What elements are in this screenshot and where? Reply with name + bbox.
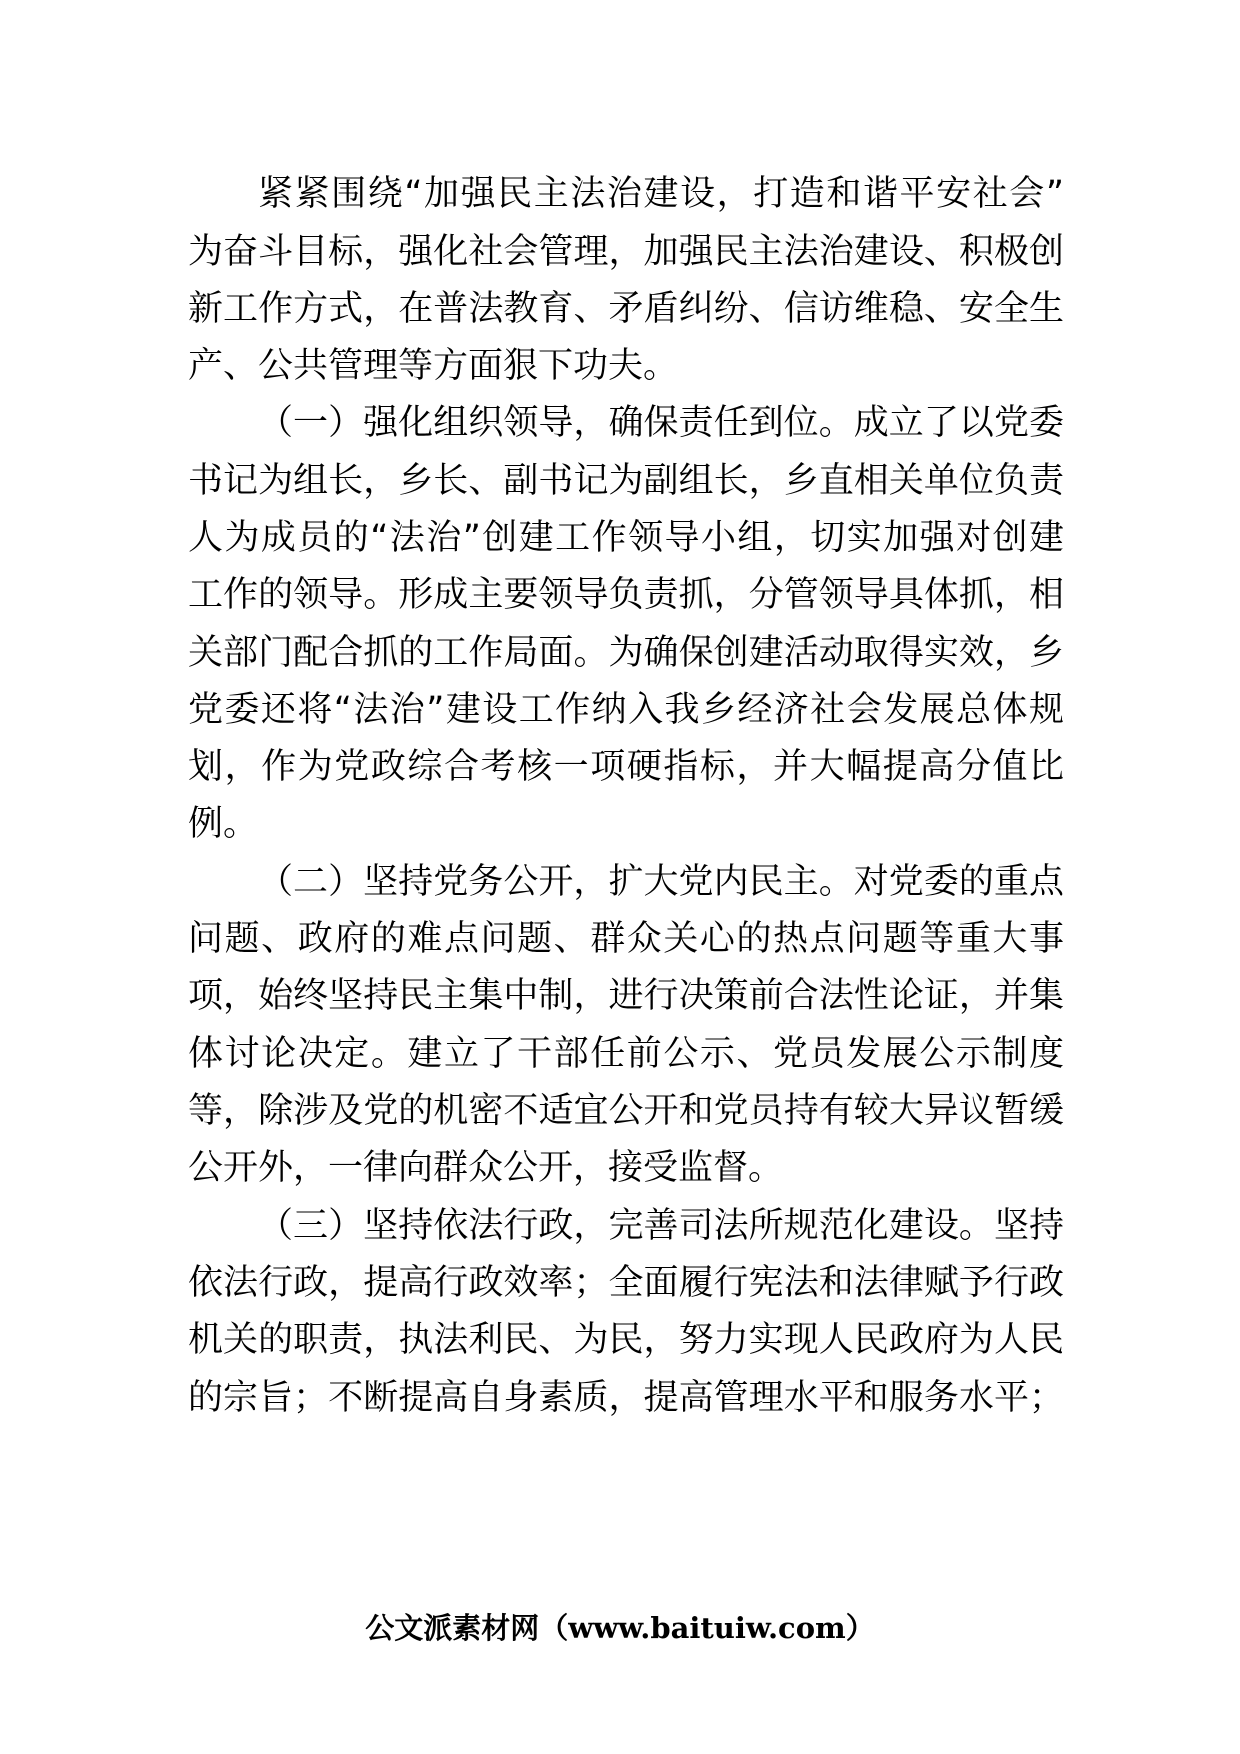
paragraph-2-line-3: 人为成员的“法治”创建工作领导小组，切实加强对创建 — [188, 518, 1064, 558]
footer-watermark-text: 公文派素材网（www.baituiw.com） — [365, 1611, 875, 1645]
paragraph-2-line-8: 例。 — [188, 804, 259, 844]
paragraph-4-line-3: 机关的职责，执法利民、为民，努力实现人民政府为人民 — [188, 1320, 1064, 1360]
paragraph-3-line-5: 等，除涉及党的机密不适宜公开和党员持有较大异议暂缓 — [188, 1091, 1064, 1131]
paragraph-1-line-1: 紧紧围绕“加强民主法治建设，打造和谐平安社会” — [258, 174, 1064, 214]
paragraph-1-line-2: 为奋斗目标，强化社会管理，加强民主法治建设、积极创 — [188, 232, 1064, 272]
paragraph-2-line-6: 党委还将“法治”建设工作纳入我乡经济社会发展总体规 — [188, 690, 1064, 730]
paragraph-3-line-4: 体讨论决定。建立了干部任前公示、党员发展公示制度 — [188, 1034, 1064, 1074]
paragraph-3-line-6: 公开外，一律向群众公开，接受监督。 — [188, 1148, 784, 1188]
paragraph-1-line-3: 新工作方式，在普法教育、矛盾纠纷、信访维稳、安全生 — [188, 289, 1064, 329]
paragraph-2-line-7: 划，作为党政综合考核一项硬指标，并大幅提高分值比 — [188, 747, 1064, 787]
paragraph-3-line-2: 问题、政府的难点问题、群众关心的热点问题等重大事 — [188, 919, 1064, 959]
paragraph-4-line-1: （三）坚持依法行政，完善司法所规范化建设。坚持 — [258, 1206, 1064, 1246]
paragraph-3-line-3: 项，始终坚持民主集中制，进行决策前合法性论证，并集 — [188, 976, 1064, 1016]
paragraph-1-line-4: 产、公共管理等方面狠下功夫。 — [188, 346, 679, 386]
paragraph-3-line-1: （二）坚持党务公开，扩大党内民主。对党委的重点 — [258, 862, 1064, 902]
paragraph-4-line-4: 的宗旨；不断提高自身素质，提高管理水平和服务水平； — [188, 1378, 1064, 1418]
paragraph-2-line-4: 工作的领导。形成主要领导负责抓，分管领导具体抓，相 — [188, 575, 1064, 615]
paragraph-2-line-5: 关部门配合抓的工作局面。为确保创建活动取得实效，乡 — [188, 633, 1064, 673]
paragraph-4-line-2: 依法行政，提高行政效率；全面履行宪法和法律赋予行政 — [188, 1263, 1064, 1303]
paragraph-2-line-2: 书记为组长，乡长、副书记为副组长，乡直相关单位负责 — [188, 461, 1064, 501]
paragraph-2-line-1: （一）强化组织领导，确保责任到位。成立了以党委 — [258, 403, 1064, 443]
